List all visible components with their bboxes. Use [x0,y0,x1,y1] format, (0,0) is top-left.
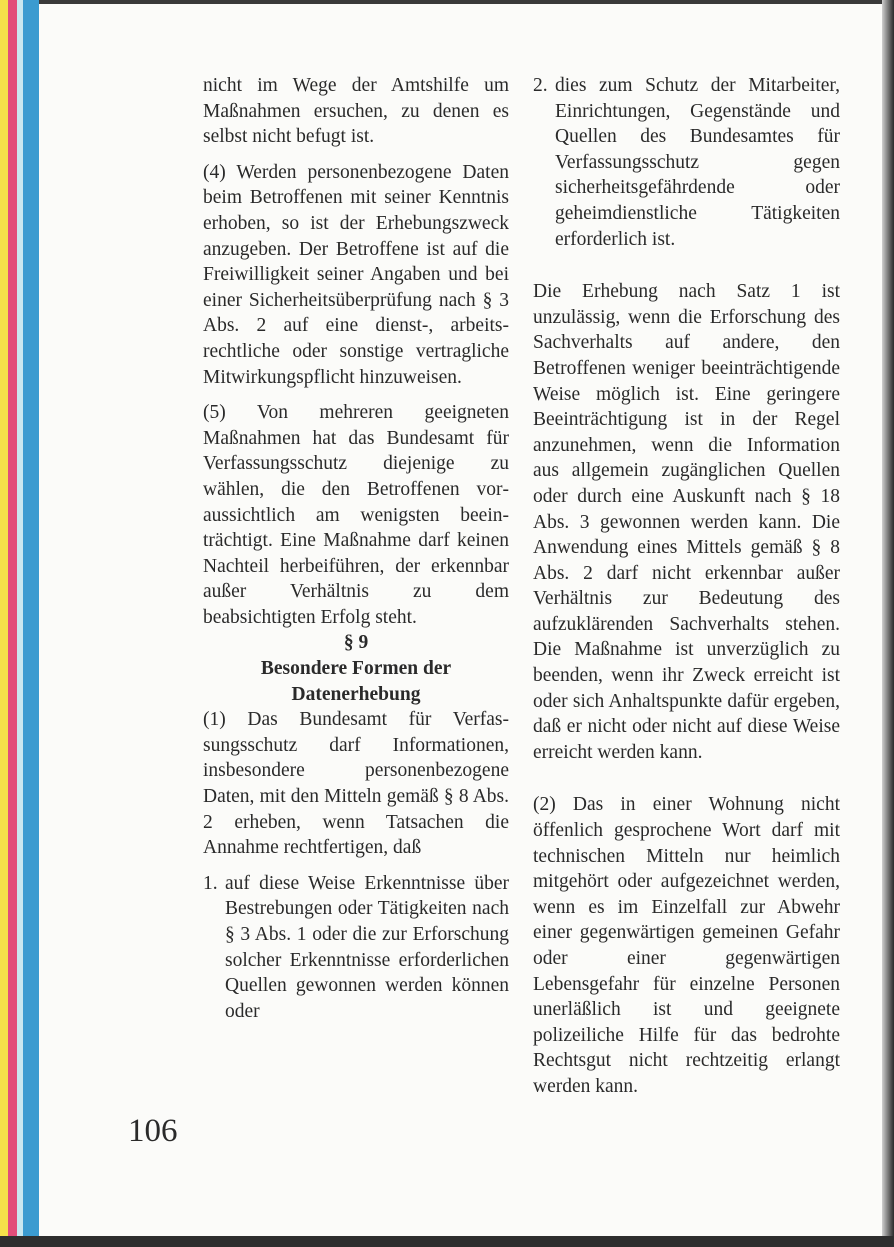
list-item-2-number: 2. [533,75,548,96]
section-title-line-1: Besondere Formen der [260,658,452,680]
left-paragraph-1: nicht im Wege der Amtshilfe um Maßnahmen ersuchen, zu denen es selbst nicht befugt ist. [203,75,509,148]
scan-bottom-edge [0,1236,894,1247]
right-column [533,73,840,1100]
left-column [203,73,509,1024]
binding-strip-blue [23,0,39,1236]
section-title-line-2: Datenerhebung [291,683,421,705]
list-item-1-text: auf diese Weise Erkenntnisse über Bestrebungen oder Tätigkeiten nach § 3 Abs. 1 oder die zur Erforschung solcher Erkenntnisse erforderlichen Quellen gewonnen werden können oder [225,872,509,1022]
left-paragraph-2: (4) Werden personenbezogene Daten beim Betroffenen mit seiner Kenntnis erhoben, so ist der Erhebungszweck anzugeben. Der Betroffene ist auf die Freiwilligkeit seiner Angaben und bei einer Sicherheitsüberprüfung nach § 3 Abs. 2 auf eine dienst-, arbeitsrechtliche oder sonstige vertragliche Mitwirkungspflicht hinzuweisen. [203,161,509,388]
list-item-1-number: 1. [203,872,218,894]
page-number: 106 [128,1113,178,1149]
binding-strip-pink [8,0,17,1236]
binding-strip-yellow [0,0,8,1236]
right-paragraph-1: Die Erhebung nach Satz 1 ist unzulässig, wenn die Erforschung des Sachverhalts auf andere, den Betroffenen weniger beeinträchtigende Weise möglich ist. Eine geringere Beeinträchtigung ist in der Regel anzunehmen, wenn die Information aus allgemein zugänglichen Quellen oder durch eine Auskunft nach § 18 Abs. 3 gewonnen werden kann. Die Anwendung eines Mittels gemäß § 8 Abs. 2 darf nicht erkennbar außer Verhältnis zur Bedeutung des aufzuklärenden Sachverhalts stehen. Die Maßnahme ist unverzüglich zu beenden, wenn ihr Zweck erreicht ist oder sich Anhaltspunkte dafür ergeben, daß er nicht oder nicht auf diese Weise erreicht werden kann. [533,281,840,763]
right-paragraph-2: (2) Das in einer Wohnung nicht öffenlich gesprochene Wort darf mit technischen Mitteln nur heimlich mitgehört oder aufgezeichnet werden, wenn es im Einzelfall zur Abwehr einer gegenwärtigen gemeinen Gefahr oder einer gegenwärtigen Lebensgefahr für einzelne Personen unerläßlich ist und geeignete polizeiliche Hilfe für das bedrohte Rechtsgut nicht rechtzeitig erlangt werden kann. [533,794,840,1097]
left-paragraph-4: (1) Das Bundesamt für Verfassungsschutz darf Informationen, insbesondere personenbezogene Daten, mit den Mitteln gemäß § 8 Abs. 2 erheben, wenn Tatsachen die Annahme rechtfertigen, daß [203,709,509,859]
scan-right-edge [882,0,894,1247]
section-number: § 9 [343,632,369,654]
list-item-2 [533,73,840,252]
list-item-1 [203,871,509,1025]
left-paragraph-3: (5) Von mehreren geeigneten Maßnahmen hat das Bundesamt für Verfassungsschutz diejenige zu wählen, die den Betroffenen voraussichtlich am wenigsten beeinträchtigt. Eine Maßnahme darf keinen Nachteil herbeiführen, der erkennbar außer Verhältnis zu dem beabsichtigten Erfolg steht. [203,402,509,628]
list-item-2-text: dies zum Schutz der Mitarbeiter, Einrichtungen, Gegenstände und Quellen des Bundesamtes für Verfassungsschutz gegen sicherheitsgefährdende oder geheimdienstliche Tätigkeiten erforderlich ist. [555,75,840,250]
